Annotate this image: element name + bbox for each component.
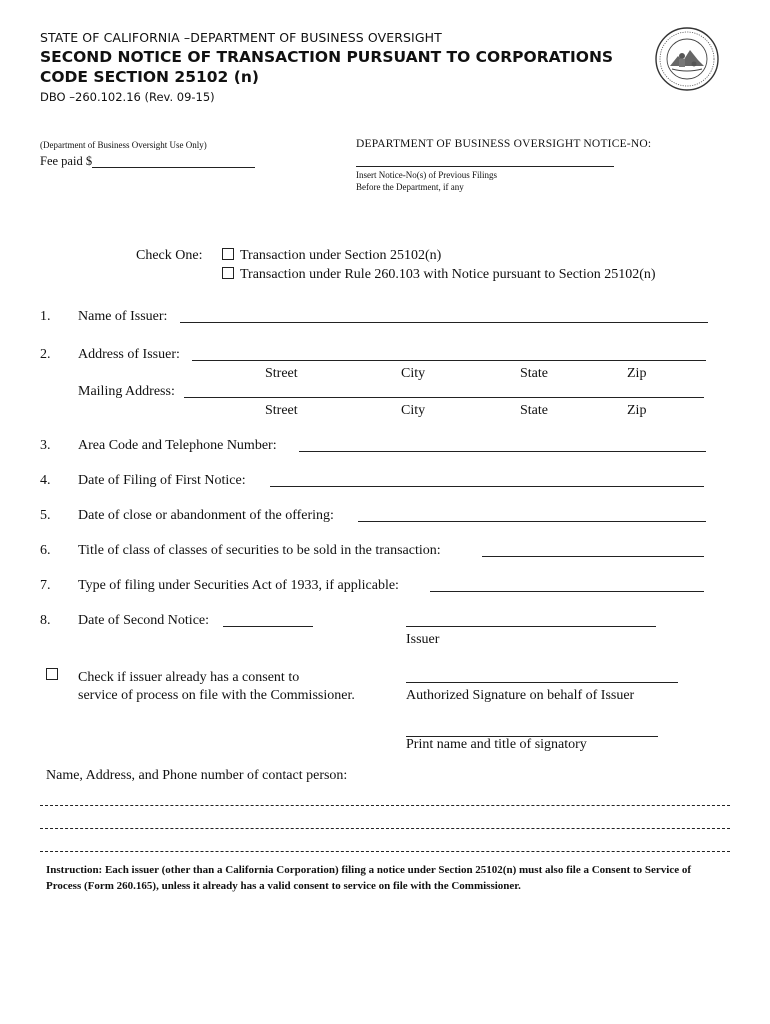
mailing-col-city: City [401, 403, 426, 418]
form-number: DBO –260.102.16 (Rev. 09-15) [40, 90, 215, 104]
fee-paid-field[interactable] [92, 167, 255, 168]
securities-class-field[interactable] [482, 556, 704, 557]
contact-person-line-3[interactable] [40, 851, 730, 852]
contact-person-line-2[interactable] [40, 828, 730, 829]
checkbox-icon[interactable] [46, 668, 58, 680]
address-col-city: City [401, 366, 426, 381]
contact-person-line-1[interactable] [40, 805, 730, 806]
form-title-line2: CODE SECTION 25102 (n) [40, 68, 259, 86]
second-notice-date-field[interactable] [223, 626, 313, 627]
securities-class-label: Title of class of classes of securities to be sold in the transaction: [78, 543, 441, 558]
checkbox-icon[interactable] [222, 267, 234, 279]
office-use-label: (Department of Business Oversight Use Only) [40, 140, 207, 150]
check-option-25102n[interactable] [222, 248, 441, 264]
item-number: 6. [40, 543, 51, 558]
filing-type-label: Type of filing under Securities Act of 1933, if applicable: [78, 578, 399, 593]
item-number: 4. [40, 473, 51, 488]
mailing-address-label: Mailing Address: [78, 384, 175, 399]
item-number: 8. [40, 613, 51, 628]
instruction-text: Instruction: Each issuer (other than a California Corporation) filing a notice under Section 25102(n) must also file a Consent to Service of Process (Form 260.165), unless it already has a valid consent to service on file with the Commissioner. [46, 864, 692, 892]
notice-no-label: DEPARTMENT OF BUSINESS OVERSIGHT NOTICE-NO: [356, 138, 652, 150]
item-number: 7. [40, 578, 51, 593]
notice-no-field[interactable] [356, 166, 614, 167]
checkbox-icon[interactable] [222, 248, 234, 260]
item-number: 2. [40, 347, 51, 362]
print-name-label: Print name and title of signatory [406, 737, 587, 752]
item-number: 3. [40, 438, 51, 453]
close-date-field[interactable] [358, 521, 706, 522]
notice-no-hint-2: Before the Department, if any [356, 182, 464, 192]
issuer-label: Issuer [406, 632, 440, 647]
item-number: 1. [40, 309, 51, 324]
issuer-name-label: Name of Issuer: [78, 309, 168, 324]
issuer-signature-line[interactable] [406, 626, 656, 627]
mailing-col-street: Street [265, 403, 298, 418]
contact-person-label: Name, Address, and Phone number of contact person: [46, 768, 348, 783]
agency-header: STATE OF CALIFORNIA –DEPARTMENT OF BUSINESS OVERSIGHT [40, 30, 442, 45]
check-option-rule-260103[interactable] [222, 267, 656, 283]
mailing-address-field[interactable] [184, 397, 704, 398]
mailing-col-zip: Zip [627, 403, 647, 418]
authorized-signature-line[interactable] [406, 682, 678, 683]
check-one-label: Check One: [136, 248, 203, 263]
consent-text [78, 669, 355, 705]
issuer-name-field[interactable] [180, 322, 708, 323]
telephone-field[interactable] [299, 451, 706, 452]
second-notice-date-label: Date of Second Notice: [78, 613, 210, 628]
filing-type-field[interactable] [430, 591, 704, 592]
issuer-address-label: Address of Issuer: [78, 347, 180, 362]
address-col-state: State [520, 366, 548, 381]
consent-text-line2: service of process on file with the Commissioner. [78, 688, 355, 703]
fee-paid-label: Fee paid $ [40, 154, 93, 168]
consent-checkbox[interactable] [46, 668, 64, 684]
address-col-zip: Zip [627, 366, 647, 381]
first-notice-date-label: Date of Filing of First Notice: [78, 473, 246, 488]
authorized-signature-label: Authorized Signature on behalf of Issuer [406, 688, 635, 703]
form-title [40, 47, 613, 87]
form-title-line1: SECOND NOTICE OF TRANSACTION PURSUANT TO CORPORATIONS [40, 48, 614, 66]
check-option-label: Transaction under Rule 260.103 with Notice pursuant to Section 25102(n) [240, 267, 656, 282]
mailing-col-state: State [520, 403, 548, 418]
state-seal-icon [654, 26, 720, 92]
issuer-address-field[interactable] [192, 360, 706, 361]
check-option-label: Transaction under Section 25102(n) [240, 248, 442, 263]
address-col-street: Street [265, 366, 298, 381]
close-date-label: Date of close or abandonment of the offering: [78, 508, 334, 523]
consent-text-line1: Check if issuer already has a consent to [78, 670, 300, 685]
first-notice-date-field[interactable] [270, 486, 704, 487]
notice-no-hint-1: Insert Notice-No(s) of Previous Filings [356, 170, 497, 180]
item-number: 5. [40, 508, 51, 523]
telephone-label: Area Code and Telephone Number: [78, 438, 277, 453]
